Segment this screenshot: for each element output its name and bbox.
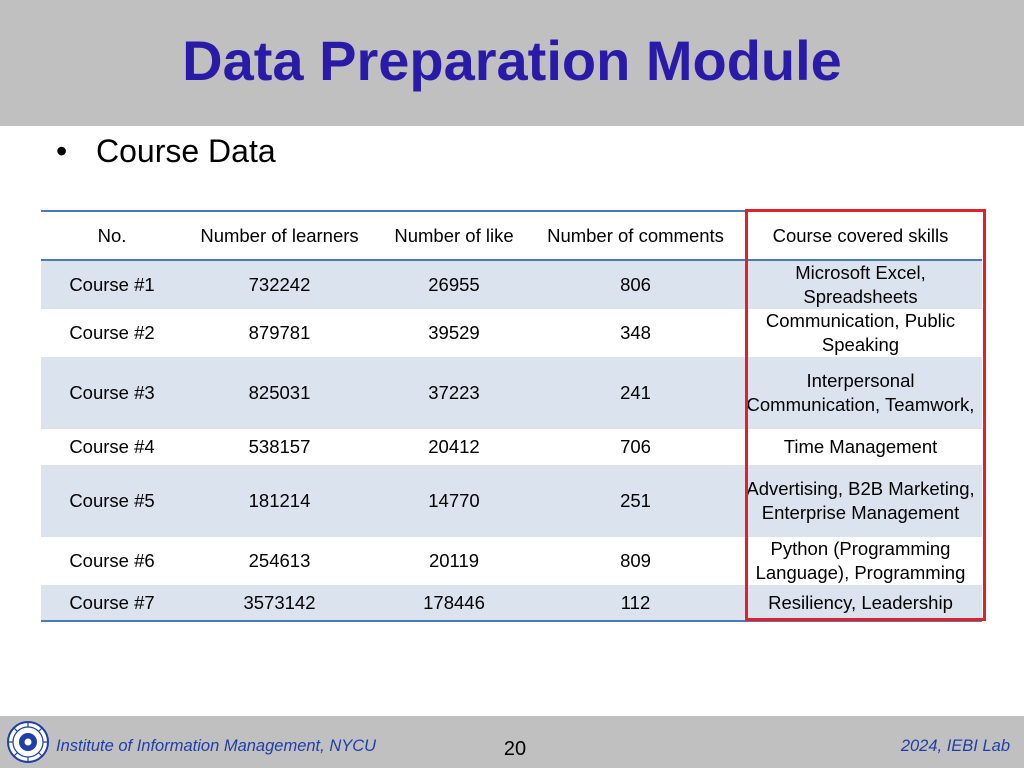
cell-course: Course #7 [41, 585, 183, 621]
slide-title: Data Preparation Module [182, 29, 842, 92]
cell-learners: 825031 [183, 357, 376, 429]
page-number: 20 [503, 738, 527, 760]
cell-course: Course #2 [41, 309, 183, 357]
cell-likes: 178446 [376, 585, 532, 621]
cell-comments: 809 [532, 537, 739, 585]
cell-skills: Microsoft Excel, Spreadsheets [739, 260, 982, 309]
cell-skills: Time Management [739, 429, 982, 465]
university-seal-icon [6, 720, 50, 764]
table-row [41, 429, 982, 465]
table-row [41, 357, 982, 429]
cell-course: Course #3 [41, 357, 183, 429]
cell-likes: 39529 [376, 309, 532, 357]
cell-skills: Resiliency, Leadership [739, 585, 982, 621]
cell-learners: 3573142 [183, 585, 376, 621]
table-row [41, 537, 982, 585]
cell-learners: 732242 [183, 260, 376, 309]
cell-course: Course #5 [41, 465, 183, 537]
cell-skills: Communication, Public Speaking [739, 309, 982, 357]
column-header-no: No. [41, 211, 183, 260]
cell-learners: 538157 [183, 429, 376, 465]
table-row [41, 260, 982, 309]
course-data-table [41, 210, 982, 622]
cell-learners: 254613 [183, 537, 376, 585]
bullet-dot: • [56, 133, 68, 169]
column-header-likes: Number of like [376, 211, 532, 260]
column-header-comments: Number of comments [532, 211, 739, 260]
footer-lab: 2024, IEBI Lab [900, 737, 1010, 755]
cell-learners: 879781 [183, 309, 376, 357]
cell-comments: 806 [532, 260, 739, 309]
cell-skills: Advertising, B2B Marketing, Enterprise Management [739, 465, 982, 537]
cell-learners: 181214 [183, 465, 376, 537]
cell-skills: Python (Programming Language), Programming [739, 537, 982, 585]
table-row [41, 465, 982, 537]
cell-comments: 348 [532, 309, 739, 357]
column-header-learners: Number of learners [183, 211, 376, 260]
footer-institution: Institute of Information Management, NYCU [56, 737, 377, 755]
cell-likes: 26955 [376, 260, 532, 309]
bullet-text: Course Data [96, 133, 276, 169]
table-header-row [41, 211, 982, 260]
cell-course: Course #4 [41, 429, 183, 465]
cell-course: Course #1 [41, 260, 183, 309]
cell-likes: 20119 [376, 537, 532, 585]
table-row [41, 585, 982, 621]
cell-comments: 251 [532, 465, 739, 537]
cell-comments: 706 [532, 429, 739, 465]
table-row [41, 309, 982, 357]
cell-course: Course #6 [41, 537, 183, 585]
cell-skills: Interpersonal Communication, Teamwork, [739, 357, 982, 429]
cell-likes: 14770 [376, 465, 532, 537]
cell-comments: 241 [532, 357, 739, 429]
cell-likes: 20412 [376, 429, 532, 465]
cell-likes: 37223 [376, 357, 532, 429]
cell-comments: 112 [532, 585, 739, 621]
column-header-skills: Course covered skills [739, 211, 982, 260]
